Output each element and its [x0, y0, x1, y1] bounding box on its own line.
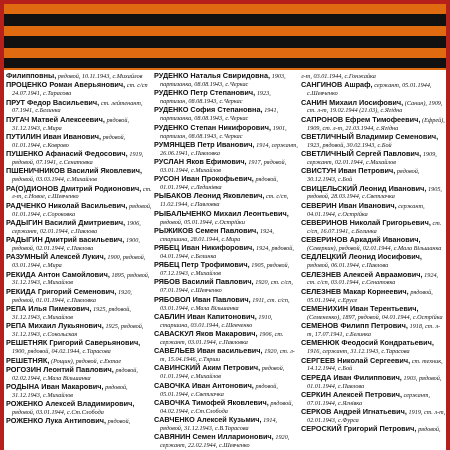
person-details: рядовой, 01.01.1944,: [160, 176, 278, 192]
person-details: (Семененко), 1897, рядовой, 04.01.1944,: [307, 313, 412, 321]
person-details: рядовой, 05.01.1944,: [307, 288, 433, 304]
name-columns: [4, 72, 446, 450]
person-place: с.Черкас: [219, 98, 243, 106]
person-name: САВАСКУЛ Яков Макарович,: [154, 329, 258, 339]
name-entry: [6, 322, 152, 339]
person-details: рядовой, 06.01.1944,: [307, 262, 361, 270]
person-details: (Рощин), рядовой,: [51, 357, 99, 365]
person-name: СВЕТЛИЧНЫЙ Владимир Семенович,: [301, 131, 439, 141]
name-entry: [154, 244, 299, 261]
person-details: 1920, рядовой, 01.01.1944,: [12, 288, 132, 304]
person-place: с.Павлова: [67, 245, 94, 253]
column-1: [6, 72, 152, 450]
person-place: с.Черкас: [225, 80, 249, 88]
name-entry: [6, 366, 152, 383]
person-place: с.Ст.Слобода: [67, 409, 104, 417]
person-name: САВЧЕНКО Алексей Кузьмич,: [154, 415, 262, 425]
person-place: с.Шевченко: [221, 321, 253, 329]
name-entry: [301, 133, 446, 150]
person-details: 1911, ст. с/сп, 03.01.1944,: [160, 296, 290, 312]
person-place: с.Михайлов: [191, 166, 221, 174]
person-place: с.Сенатовка: [59, 159, 93, 167]
person-details: (Санин), 1909, ст. л-т, 19.02.1944 (21.03),: [307, 99, 443, 115]
ribbon-stripe: [4, 58, 446, 68]
person-place: с.Ягнівка: [338, 399, 363, 407]
person-place: с.Тярши: [198, 356, 221, 364]
person-details: 1919, рядовой, 07.1941,: [12, 151, 144, 167]
person-details: (Северкин), рядовой, 02.01.1944,: [307, 245, 393, 253]
person-place: с.Лединівка: [191, 184, 222, 192]
person-details: 1905, рядовой, 07.12.1943,: [160, 262, 290, 278]
person-name: РЯБОВОЛ Иван Павлович,: [154, 294, 251, 304]
person-name: СЕРКОВ Андрей Игнатьевич,: [301, 407, 407, 417]
person-name: ПРУТ Федор Васильевич,: [6, 97, 100, 107]
person-name: РЕКИДА Антон Самойлович,: [6, 269, 110, 279]
person-name: РЕШЕТНЯК,: [6, 355, 50, 365]
name-entry: [154, 278, 299, 295]
person-name: САВЕЛЬЕВ Иван васильевич,: [154, 346, 263, 356]
person-details: ст. техник, 14.12.1944,: [307, 357, 443, 373]
name-entry: [301, 99, 446, 116]
person-place: с.Михайлов: [112, 73, 143, 80]
person-details: рядовой, 05.01.1944,: [160, 382, 278, 398]
person-name: РЕКИДА Григорий Семенович,: [6, 286, 117, 296]
person-details: ст. лейтенант, 07.1941,: [12, 99, 143, 115]
person-details: рядовой, 03.01.1944,: [12, 409, 66, 417]
person-details: 1924, рядовой, 04.01.1944,: [160, 245, 294, 260]
person-name: РЫБАКОВ Леонид Яковлевич,: [154, 191, 265, 201]
person-place: с.Бой: [338, 176, 353, 184]
person-details: (Ефрей), 1909, ст. л-т, 21.03.1944,: [307, 116, 445, 132]
person-place: с.Сенатовка: [361, 279, 396, 287]
person-place: с.Шевченко: [307, 90, 338, 98]
person-details: л-т, 03.01.1944,: [301, 73, 343, 80]
name-entry: [6, 400, 152, 417]
person-name: ПУШЕНКО Афанасий Федосович,: [6, 149, 128, 159]
person-name: РУДЕНКО Петр Степанович,: [154, 88, 256, 98]
person-place: с.Тарасова: [43, 90, 72, 98]
person-place: с.Шевченко: [218, 442, 250, 450]
person-name: Филипповны,: [6, 72, 57, 80]
name-entry: [301, 116, 446, 133]
person-place: с.Михайлов: [43, 279, 73, 287]
person-name: СЕДЛЕЦКИЙ Леонид Иосифович,: [301, 252, 422, 262]
person-place: с.Тарасова: [381, 348, 410, 356]
person-name: РЯБЕЦ Иван Никифорович,: [154, 243, 255, 253]
person-name: РОЖЕНКО Алексей Владимирович,: [6, 399, 135, 409]
name-entry: [6, 150, 152, 167]
name-entry: [6, 288, 152, 305]
person-details: 1920, ст. л-т, 15.04.1946,: [160, 348, 295, 364]
person-details: 1905, рядовой, 28.03.1944,: [307, 185, 442, 201]
person-name: САВЯНИН Семен Илларионович,: [154, 432, 274, 442]
person-details: рядовой, 01.01.1944,: [160, 365, 285, 381]
person-name: СЕЛЕЗНЕВ Макар Корнеевич,: [301, 286, 409, 296]
name-entry: [301, 288, 446, 305]
person-name: СЕВЕРИНОВ Аркадий Иванович,: [301, 235, 421, 245]
name-entry: [301, 425, 446, 434]
name-entry: [301, 357, 446, 374]
name-entry: [6, 99, 152, 116]
name-entry: [6, 185, 152, 202]
name-entry: [154, 72, 299, 89]
person-details: 1925, рядовой, 31.12.1943,: [12, 323, 144, 339]
person-place: с.Павлова: [362, 262, 389, 270]
name-entry: [154, 433, 299, 450]
name-entry: [6, 305, 152, 322]
person-details: 1900, рядовой, 04.02.1944,: [12, 348, 81, 356]
person-details: ст. с/сп, 11.02.1944,: [160, 193, 289, 209]
person-details: 1901, партизан, 08.08.1943,: [160, 124, 287, 140]
person-details: ст. с/сп, 16.07.1941,: [307, 219, 442, 235]
person-details: рядовой, 02.02.1944,: [12, 366, 138, 382]
person-details: 1906, сержант, 02.01.1944,: [12, 219, 141, 235]
person-details: рядовой,: [107, 418, 131, 426]
person-name: СЕВЕРИН Иван Иванович,: [301, 200, 397, 210]
person-name: РАДЫГИН Василий Дмитриевич,: [6, 217, 126, 227]
person-place: с.В.Тарасова: [215, 424, 249, 432]
person-place: с.Сокольская: [43, 331, 78, 339]
name-entry: [154, 158, 299, 175]
person-details: 1910, старшина, 03.01.1944,: [160, 313, 273, 329]
person-name: СВИЦЕЛЬСКИЙ Леонид Иванович,: [301, 183, 427, 193]
name-entry: [154, 347, 299, 364]
person-name: РЫБАЛЬЧЕНКО Михаил Леонтьевич,: [154, 208, 289, 218]
column-2: [154, 72, 299, 450]
name-entry: [301, 150, 446, 167]
person-name: СЕРЕДА Иван Филиппович,: [301, 372, 402, 382]
person-place: с.Мала Вільшанка: [43, 374, 91, 382]
person-place: с.Белинка: [191, 252, 217, 260]
name-entry: [154, 106, 299, 123]
person-name: САБЛИН Иван Капитонович,: [154, 311, 257, 321]
person-details: сержант, 07.01.1944,: [307, 391, 430, 407]
person-place: с.Павловка: [67, 296, 96, 304]
person-name: РУМЯНЦЕВ Петр Иванович,: [154, 139, 255, 149]
person-place: с.Михайлов: [191, 373, 221, 381]
person-place: с.Павлова: [70, 227, 98, 235]
name-entry: [301, 253, 446, 270]
person-name: САНИН Михаил Иосифович,: [301, 97, 404, 107]
name-entry: [154, 124, 299, 141]
ribbon-stripe: [4, 14, 446, 26]
person-name: СЕРГЕЕВ Николай Сергеевич,: [301, 355, 411, 365]
person-place: с.Белинка: [35, 107, 61, 115]
person-name: САВИНСКИЙ Аким Петрович,: [154, 363, 261, 373]
name-entry: [154, 192, 299, 209]
person-place: с.Острійка: [338, 210, 368, 218]
name-entry: [301, 185, 446, 202]
person-place: с.Мала Вільшанка: [393, 245, 442, 253]
name-entry: [6, 219, 152, 236]
person-details: 1920, сержант, 22.02.1944,: [160, 434, 290, 450]
name-entry: [301, 271, 446, 288]
person-name: САВОЧКА Тимофей Яковлевич,: [154, 397, 269, 407]
person-name: САВОЧКА Иван Антонович,: [154, 380, 254, 390]
person-place: с.Шевченко: [191, 287, 222, 295]
name-entry: [154, 89, 299, 106]
name-entry: [154, 175, 299, 192]
name-entry: [6, 116, 152, 133]
person-place: с.Светлачка: [362, 193, 395, 201]
name-entry: [6, 271, 152, 288]
person-place: с.Мира: [221, 235, 241, 243]
person-place: с.Павловка: [191, 149, 220, 157]
column-3: [301, 72, 446, 450]
person-name: СЕРОСКИЙ Григорий Петрович,: [301, 424, 417, 434]
person-details: 1923, партизан, 08.08.1943,: [160, 90, 271, 106]
person-name: РАДЫГИН Дмитрий васильевич,: [6, 235, 125, 245]
person-name: ПУГАЧ Матвей Алексеевич,: [6, 114, 105, 124]
person-name: РУДЕНКО София Степановна,: [154, 105, 263, 115]
person-details: сержант, 04.01.1944,: [307, 202, 425, 218]
name-entry: [154, 382, 299, 399]
person-details: 1900, рядовой, 02.01.1944,: [12, 237, 140, 253]
person-name: РУДЕНКО Степан Никифорович,: [154, 122, 272, 132]
person-details: рядовой, 30.12.1943,: [307, 168, 420, 184]
name-entry: [154, 296, 299, 313]
name-entry: [154, 227, 299, 244]
person-details: рядовой, 04.02.1944,: [160, 399, 293, 415]
person-name: СВИСТУН Иван Петрович,: [301, 166, 396, 176]
name-entry: [154, 313, 299, 330]
person-details: рядовой, 01.01.1944,: [12, 202, 152, 218]
person-place: с.Коврово: [43, 141, 69, 149]
person-details: 1916, сержант, 31.12.1943,: [307, 348, 380, 356]
person-details: 1914, рядовой, 31.12.1943,: [160, 417, 278, 432]
person-name: СЕМЕНОВ Филипп Петрович,: [301, 321, 408, 331]
person-name: РЕПА Михаил Лукьянович,: [6, 321, 104, 331]
person-details: рядовой, 03.03.1944,: [12, 176, 66, 184]
name-entry: [154, 364, 299, 381]
person-name: САПРОНОВ Ефрем Тимофеевич,: [301, 114, 421, 124]
person-details: сержант, 05.01.1944,: [374, 82, 432, 90]
person-place: с.Павлова: [338, 382, 365, 390]
person-place: с.Острійки: [215, 218, 245, 226]
person-details: рядовой,: [418, 426, 441, 434]
person-details: ст. л-т, с.Новое, с.Шевченко: [12, 185, 152, 201]
person-name: РОДЫНА Иван Макарович,: [6, 382, 104, 392]
person-place: с.Павловка: [218, 338, 248, 346]
person-place: с.Ектае: [99, 357, 122, 365]
name-entry: [301, 391, 446, 408]
name-entry: [154, 261, 299, 278]
person-details: 1925, рядовой, 31.12.1943,: [12, 305, 131, 321]
name-entry: [301, 219, 446, 236]
person-name: РОЖЕНКО Лука Антипович,: [6, 416, 106, 426]
name-entry: [6, 81, 152, 98]
person-details: 1903, партизанка, 08.08.1943,: [160, 73, 286, 88]
name-entry: [301, 408, 446, 425]
person-place: с.Светлачка: [191, 390, 224, 398]
person-details: 1941, партизанка, 08.08.1943,: [160, 107, 279, 123]
person-details: 1923, рядовой, 30.02.1943,: [307, 141, 376, 149]
person-place: с.Черкас: [225, 115, 249, 123]
person-name: РЯБЕЦ Петр Трофимович,: [154, 260, 250, 270]
person-place: с.Павловка: [190, 201, 220, 209]
person-details: 1917, рядовой, 03.01.1944,: [160, 159, 287, 174]
person-details: ст. с/сп 24.07.1941,: [12, 82, 148, 98]
name-entry: [301, 236, 446, 253]
person-details: 1903, рядовой, 01.01.1944,: [307, 374, 442, 390]
name-entry: [154, 141, 299, 158]
person-name: СВЕТЛИЧНЫЙ Сергей Павлович,: [301, 149, 422, 159]
name-entry: [6, 383, 152, 400]
person-details: рядовой, 10.11.1943,: [57, 73, 111, 80]
person-place: с.Белинка: [351, 227, 377, 235]
person-details: 1914, сержант, 26.06.1941,: [160, 141, 298, 157]
person-details: 1918, ст. л-т, 17.07.1941,: [307, 323, 441, 339]
name-entry: [6, 253, 152, 270]
person-place: с.Черкас: [219, 132, 243, 140]
st-george-ribbon: [4, 4, 446, 70]
person-place: с.Михайлов: [43, 391, 73, 399]
person-name: ПРОЦЕНКО Роман Аверьянович,: [6, 80, 126, 90]
person-details: рядовой, 31.12.1943,: [12, 116, 130, 132]
person-place: с.Мира: [43, 262, 62, 270]
person-details: 1906, ст. сержант, 03.01.1944,: [160, 331, 284, 346]
person-name: СЕМЕНИХИН Иван Терентьевич,: [301, 303, 419, 313]
ribbon-stripe: [4, 36, 446, 48]
name-entry: [6, 133, 152, 150]
person-name: РУСЛАН Яков Ефимович,: [154, 157, 247, 167]
person-place: с.Сороковка: [43, 210, 76, 218]
name-entry: [301, 305, 446, 322]
person-place: с.Мира: [43, 124, 62, 132]
person-details: 1924, старшина, 28.01.1944,: [160, 227, 274, 243]
person-place: с.Бой: [338, 365, 353, 373]
person-place: с.Острійка: [412, 313, 443, 321]
person-place: с.Мала Вільшанка: [191, 304, 239, 312]
name-entry: [6, 236, 152, 253]
person-name: РАЗУМНЫЙ Алексей Лукич,: [6, 252, 106, 262]
name-entry: [301, 202, 446, 219]
name-entry: [6, 417, 152, 426]
person-name: СЕМЕНЮК Феодосий Кондратьевич,: [301, 338, 434, 348]
name-entry: [301, 167, 446, 184]
person-name: РАДЧЕНКО Николай Васильевич,: [6, 200, 128, 210]
person-details: 1895, рядовой, 31.12.1943,: [12, 271, 150, 287]
person-name: РУДЕНКО Наталья Свиридовна,: [154, 72, 271, 80]
name-entry: [301, 322, 446, 339]
person-place: с.Михайлов: [365, 159, 396, 167]
person-details: рядовой, 01.01.1944,: [12, 133, 126, 149]
person-name: РЕШЕТНЯК Григорий Саверьянович,: [6, 338, 141, 348]
person-details: 1920, ст. с/сп, 07.01.1944,: [160, 279, 293, 295]
name-entry: [6, 202, 152, 219]
name-entry: [154, 330, 299, 347]
person-place: с.Гонжайка: [344, 73, 376, 80]
person-name: ПШЕНИЧНИКОВ Василий Яковлевич,: [6, 166, 143, 176]
name-entry: [6, 339, 152, 356]
name-entry: [154, 399, 299, 416]
person-details: 1900, рядовой, 03.01.1944,: [12, 254, 146, 270]
person-place: с.Бой: [377, 141, 392, 149]
person-name: САНГИНОВ Ашраф,: [301, 80, 373, 90]
name-entry: [6, 167, 152, 184]
person-details: 1919, ст. л-т, 02.01.1943,: [307, 409, 446, 425]
name-entry: [301, 374, 446, 391]
person-name: РУСОН Иван Прокофьевич,: [154, 174, 254, 184]
person-name: РЕПА Илья Пимекович,: [6, 303, 92, 313]
name-entry: [154, 416, 299, 433]
person-name: РЯБОВ Василий Павлович,: [154, 277, 254, 287]
person-name: РЫЖИКОВ Семен Павлович,: [154, 225, 259, 235]
person-name: ПУТИЛИН Иван Иванович,: [6, 131, 102, 141]
person-name: РОГОЗИН Леонтий Павлович,: [6, 364, 114, 374]
memorial-page: [4, 4, 446, 450]
person-place: с.Ст.Слобода: [191, 407, 228, 415]
person-place: с.Михайлов: [43, 313, 73, 321]
person-details: рядовой, 05.01.1944,: [160, 218, 214, 226]
person-details: 1909, сержант, 02.01.1944,: [307, 151, 437, 167]
person-details: рядовой, 31.12.1943,: [12, 384, 128, 399]
person-place: с.Михайлов: [67, 176, 97, 184]
name-entry: [301, 339, 446, 356]
person-place: с.Тарасова: [82, 348, 111, 356]
person-details: 1924, ст. с/сп, 03.01.1944,: [307, 271, 439, 287]
person-name: РА(О)ДИОНОВ Дмитрий Родионович,: [6, 183, 142, 193]
person-name: СЕВЕРИНОВ Николай Григорьевич,: [301, 217, 431, 227]
person-place: с.Михайлов: [191, 270, 221, 278]
name-entry: [154, 210, 299, 227]
person-place: с.Ягідна: [380, 107, 403, 115]
person-place: с.Ягідна: [376, 124, 399, 132]
person-place: с.Ерусе: [338, 296, 358, 304]
person-name: СЕРКИН Алексей Петрович,: [301, 389, 402, 399]
name-entry: [301, 81, 446, 98]
person-name: СЕЛЕЗНЕВ Алексей Авраамович,: [301, 269, 423, 279]
person-place: с.Белинка: [345, 331, 371, 339]
person-place: с.Фурса: [338, 417, 359, 425]
